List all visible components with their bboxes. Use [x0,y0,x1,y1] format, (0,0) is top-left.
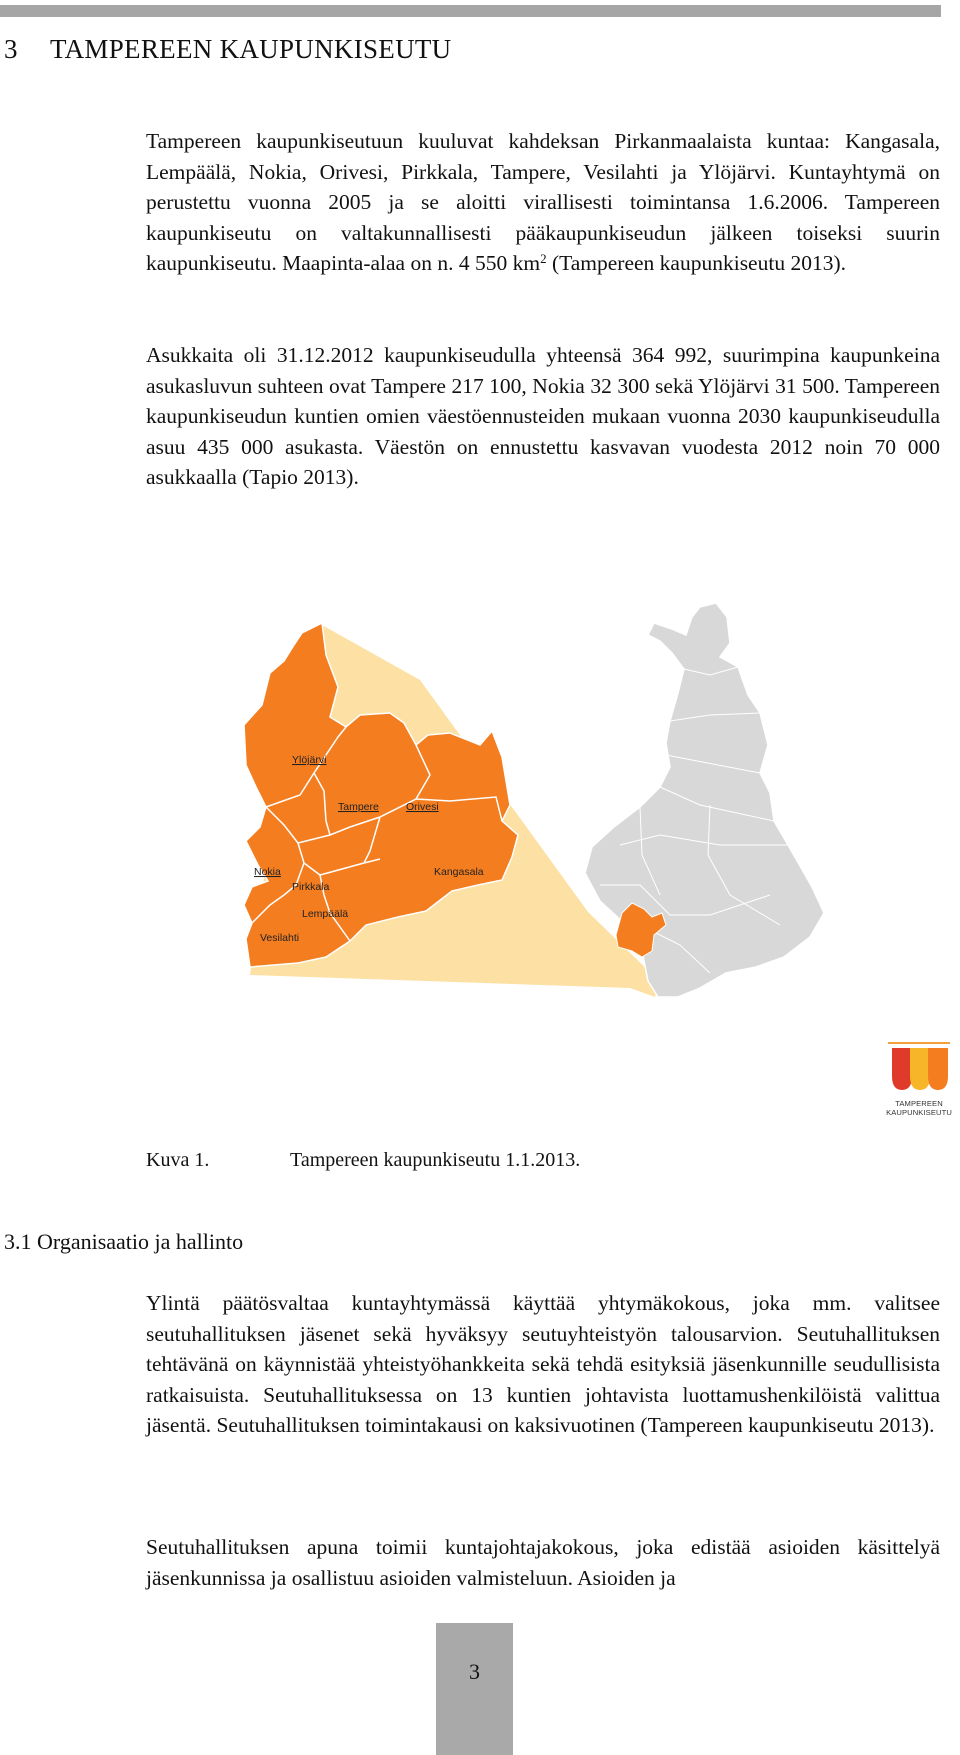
logo-emblem [886,1042,952,1094]
logo-text-line1: TAMPEREEN [895,1099,943,1108]
paragraph-kuntajohtajakokous: Seutuhallituksen apuna toimii kuntajohtajakokous, joka edistää asioiden käsittelyä jäsenkunnissa ja osallistuu asioiden valmisteluun. Asioiden ja [146,1535,940,1590]
tampereen-kaupunkiseutu-logo [886,1042,952,1117]
region-map [240,595,860,1035]
superscript-2: 2 [540,251,547,266]
chapter-heading [4,34,452,65]
paragraph-intro-text: Tampereen kaupunkiseutuun kuuluvat kahdeksan Pirkanmaalaista kuntaa: Kangasala, Lempäälä, Nokia, Orivesi, Pirkkala, Tampere, Vesilahti ja Ylöjärvi. Kuntayhtymä on perustettu vuonna 2005 ja se aloitti virallisesti toimintansa 1.6.2006. Tampereen kaupunkiseutu on valtakunnallisesti pääkaupunkiseudun jälkeen toiseksi suurin kaupunkiseutu. Maapinta-alaa on n. 4 550 km [146,129,940,275]
paragraph-population: Asukkaita oli 31.12.2012 kaupunkiseudulla yhteensä 364 992, suurimpina kaupunkeina asukasluvun suhteen ovat Tampere 217 100, Nokia 32 300 sekä Ylöjärvi 31 500. Tampereen kaupunkiseudun kuntien omien väestöennusteiden mukaan vuonna 2030 kaupunkiseudulla asuu 435 000 asukasta. Väestön on ennustettu kasvavan vuodesta 2012 noin 70 000 asukkaalla (Tapio 2013). [146,343,940,489]
map-label-tampere: Tampere [338,801,379,813]
map-svg [240,595,860,1035]
logo-text-line2: KAUPUNKISEUTU [886,1108,952,1117]
section-heading: 3.1 Organisaatio ja hallinto [4,1229,244,1254]
caption-text: Tampereen kaupunkiseutu 1.1.2013. [290,1149,581,1171]
map-label-lempaala: Lempäälä [302,908,349,920]
paragraph-organization: Ylintä päätösvaltaa kuntayhtymässä käyttää yhtymäkokous, joka mm. valitsee seutuhallituksen jäsenet sekä hyväksyy seutuyhteistyön talousarvion. Seutuhallituksen tehtävänä on käynnistää yhteistyöhankkeita sekä tehdä esityksiä jäsenkunnille seudullisista ratkaisuista. Seutuhallituksessa on 13 kuntien johtavista luottamushenkilöistä valittua jäsentä. Seutuhallituksen toimintakausi on kaksivuotinen (Tampereen kaupunkiseutu 2013). [146,1291,940,1437]
chapter-title: TAMPEREEN KAUPUNKISEUTU [50,34,452,64]
paragraph-intro-citation: (Tampereen kaupunkiseutu 2013). [546,251,846,275]
page-number: 3 [469,1659,480,1684]
map-label-orivesi: Orivesi [406,801,439,813]
figure-caption [146,1149,580,1172]
caption-label: Kuva 1. [146,1149,210,1171]
header-rule [0,5,941,17]
chapter-number: 3 [4,34,18,64]
map-label-ylojarvi: Ylöjärvi [292,754,327,766]
map-label-vesilahti: Vesilahti [260,932,300,944]
map-label-nokia: Nokia [254,866,281,878]
map-label-kangasala: Kangasala [434,866,484,878]
page-number-box [436,1623,513,1755]
map-label-pirkkala: Pirkkala [292,881,330,893]
paragraph-intro [146,126,940,279]
